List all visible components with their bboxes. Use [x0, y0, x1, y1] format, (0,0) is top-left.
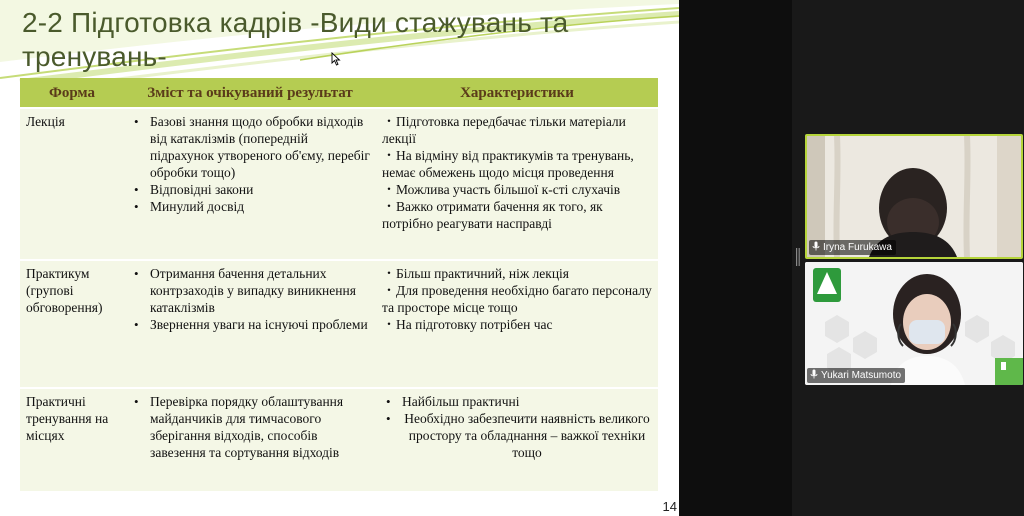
- header-content: Зміст та очікуваний результат: [124, 78, 376, 108]
- microphone-icon: [810, 369, 818, 379]
- list-item: • Відповідні закони: [130, 181, 370, 198]
- list-item: ・Підготовка передбачає тільки матеріали лекції: [382, 114, 626, 146]
- list-item: • Отримання бачення детальних контрзаходів у випадку виникнення катаклізмів: [130, 265, 370, 316]
- content-cell: [124, 108, 376, 260]
- characteristics-cell: [376, 108, 658, 260]
- participant-video-tile[interactable]: [805, 262, 1023, 385]
- mouse-cursor-icon: [331, 52, 341, 66]
- training-types-table: [20, 78, 658, 493]
- list-item: ・На підготовку потрібен час: [382, 317, 553, 332]
- characteristics-cell: [376, 388, 658, 492]
- table-header-row: [20, 78, 658, 108]
- table-row: [20, 108, 658, 260]
- content-cell: [124, 260, 376, 388]
- list-item: ・Для проведення необхідно багато персоналу та просторе місце тощо: [382, 283, 652, 315]
- participant-video-frame: [805, 262, 1023, 385]
- list-item: • Минулий досвід: [130, 198, 370, 215]
- content-cell: [124, 388, 376, 492]
- microphone-icon: [812, 241, 820, 251]
- table-row: [20, 388, 658, 492]
- participant-name: Yukari Matsumoto: [821, 370, 902, 381]
- participant-name-tag: [809, 240, 896, 255]
- form-cell: Практичні тренування на місцях: [20, 388, 124, 492]
- list-item: • Найбільш практичні: [382, 393, 652, 410]
- slide-title: 2-2 Підготовка кадрів -Види стажувань та тренувань-: [22, 7, 569, 72]
- list-item: • Базові знання щодо обробки відходів від катаклізмів (попередній підрахунок утвореного об'єму, перебіг обробки тощо): [130, 113, 370, 181]
- list-item: • Необхідно забезпечити наявність великого простору та обладнання – важкої техніки тощо: [382, 410, 652, 461]
- participant-video-tile[interactable]: [805, 134, 1023, 259]
- video-gallery-panel: [679, 0, 1024, 516]
- participant-name: Iryna Furukawa: [823, 242, 892, 253]
- participant-video-frame: [807, 136, 1021, 257]
- list-item: ・Можлива участь більшої к-сті слухачів: [382, 182, 621, 197]
- participant-name-tag: [807, 368, 905, 383]
- list-item: • Звернення уваги на існуючі проблеми: [130, 316, 370, 333]
- characteristics-cell: [376, 260, 658, 388]
- list-item: ・На відміну від практикумів та тренувань, немає обмежень щодо місця проведення: [382, 148, 634, 180]
- header-form: Форма: [20, 78, 124, 108]
- list-item: ・Важко отримати бачення як того, як потрібно реагувати насправді: [382, 199, 603, 231]
- form-cell: Практикум (групові обговорення): [20, 260, 124, 388]
- screen-share-margin: [679, 0, 792, 516]
- slide-page-number: 14: [662, 499, 677, 514]
- form-cell: Лекція: [20, 108, 124, 260]
- table-row: [20, 260, 658, 388]
- panel-resize-handle-icon[interactable]: [796, 248, 800, 266]
- list-item: ・Більш практичний, ніж лекція: [382, 266, 570, 281]
- header-characteristics: Характеристики: [376, 78, 658, 108]
- list-item: • Перевірка порядку облаштування майданчиків для тимчасового зберігання відходів, способів завезення та сортування відходів: [130, 393, 370, 461]
